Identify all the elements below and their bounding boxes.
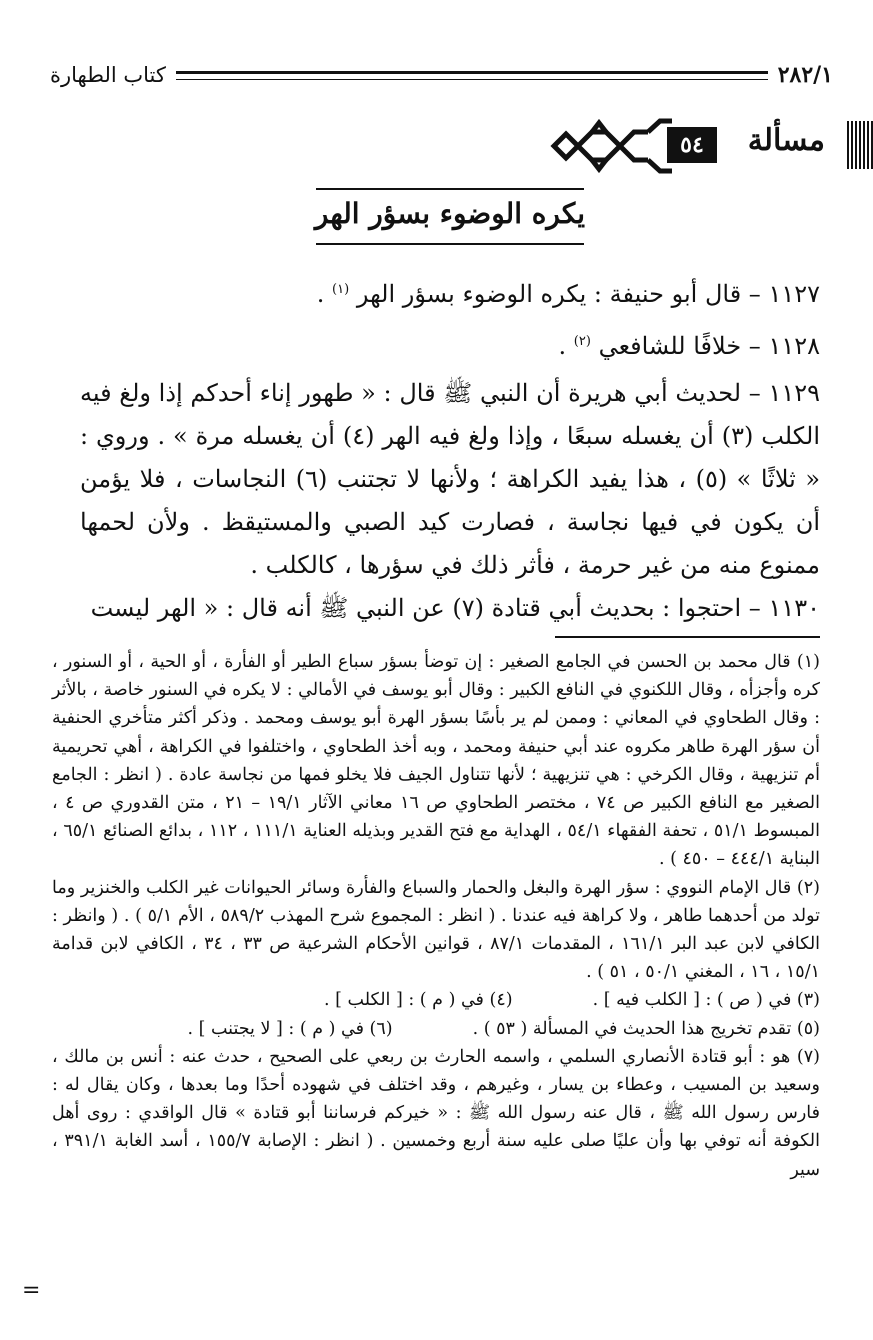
paragraph-text: قال أبو حنيفة : يكره الوضوء بسؤر الهر xyxy=(356,280,742,308)
continued-mark: = xyxy=(22,1278,41,1303)
paragraph-1128: ١١٢٨ – خلافًا للشافعي $^{(٢)}$ . xyxy=(558,332,820,360)
paragraph-1129: ١١٢٩ – لحديث أبي هريرة أن النبي ﷺ قال : « طهور إناء أحدكم إذا ولغ فيه الكلب (٣) أن يغسله سبعًا ، وإذا ولغ فيه الهر (٤) أن يغسله مرة » . وروي : « ثلاثًا » (٥) ، هذا يفيد الكراهة ؛ ولأنها لا تجتنب (٦) النجاسات ، فلا يؤمن أن يكون في فيها نجاسة ، فصارت كيد الصبي والمستيقظ . ولأن لحمها ممنوع منه من غير حرمة ، فأثر ذلك في سؤرها ، كالكلب . xyxy=(80,379,821,579)
footnote-5: (٥) تقدم تخريج هذا الحديث في المسألة ( ٥٣ ) . xyxy=(472,1018,820,1039)
paragraph-number: ١١٢٧ xyxy=(768,280,820,308)
paragraph-text: خلافًا للشافعي xyxy=(598,332,742,360)
section-banner xyxy=(552,115,873,177)
footnote-4: (٤) في ( م ) : [ الكلب ] . xyxy=(324,990,513,1011)
section-number: ٥٤ xyxy=(667,127,717,163)
page-number: ۲۸۲/۱ xyxy=(777,62,833,88)
footnote-ref: (٢) xyxy=(573,334,591,349)
footnote-pair-3-4 xyxy=(52,986,820,1014)
paragraph-number: ١١٢٨ xyxy=(768,332,820,360)
footnote-1: (١) قال محمد بن الحسن في الجامع الصغير : إن توضأ بسؤر سباع الطير أو الفأرة ، أو الحية ، أو السنور ، كره وأجزأه ، وقال اللكنوي في النافع الكبير : وقال أبو يوسف في الأمالي : لا يكره في السنور خاصة ، بالأثر : وقال الطحاوي في المعاني : وممن لم ير بأسًا بسؤر الهرة أبو يوسف ومحمد . وذكر أكثر متأخري الحنفية أن سؤر الهرة طاهر مكروه عند أبي حنيفة ومحمد ، وبه أخذ الطحاوي ، واختلفوا في الكراهة ، أهي تحريمية أم تنزيهية ، وقال الكرخي : هي تنزيهية ؛ لأنها تتناول الجيف فلا يخلو فمها من نجاسة عادة . ( انظر : الجامع الصغير مع النافع الكبير ص ٧٤ ، مختصر الطحاوي ص ١٦ معاني الآثار ١٩/١ – ٢١ ، متن القدوري ص ٤ ، المبسوط ٥١/١ ، تحفة الفقهاء ٥٤/١ ، الهداية مع فتح القدير وبذيله العناية ١١١/١ ، ١١٢ ، بدائع الصنائع ٦٥/١ ، البناية ٤٤٤/١ – ٤٥٠ ) . xyxy=(52,652,821,870)
geometric-ornament-icon xyxy=(548,115,678,177)
footnote-6: (٦) في ( م ) : [ لا يجتنب ] . xyxy=(187,1018,393,1039)
paragraph-text: لحديث أبي هريرة أن النبي ﷺ قال : « طهور إناء أحدكم إذا ولغ فيه الكلب (٣) أن يغسله سبعًا ، وإذا ولغ فيه الهر (٤) أن يغسله مرة » . وروي : « ثلاثًا » (٥) ، هذا يفيد الكراهة ؛ ولأنها لا تجتنب (٦) النجاسات ، فلا يؤمن أن يكون في فيها نجاسة ، فصارت كيد الصبي والمستيقظ . ولأن لحمها ممنوع منه من غير حرمة ، فأثر ذلك في سؤرها ، كالكلب . xyxy=(80,379,821,579)
paragraph-number: ١١٣٠ xyxy=(768,594,820,622)
footnote-7: (٧) هو : أبو قتادة الأنصاري السلمي ، واسمه الحارث بن ربعي على الصحيح ، حدث عنه : أنس بن مالك ، وسعيد بن المسيب ، وعطاء بن يسار ، وغيرهم ، وقد اختلف في شهوده أحدًا وما بعدها ، وكان يقال له : فارس رسول الله ﷺ ، قال عنه رسول الله ﷺ : « خيركم فرساننا أبو قتادة » قال الواقدي : روى أهل الكوفة أنه توفي بها وأن عليًا صلى عليه سنة أربع وخمسين . ( انظر : الإصابة ١٥٥/٧ ، أسد الغابة ٣٩١/١ ، سير xyxy=(52,1046,820,1180)
main-text xyxy=(80,268,820,630)
footnote-2: (٢) قال الإمام النووي : سؤر الهرة والبغل والحمار والسباع والفأرة وسائر الحيوانات غير الكلب والخنزير وما تولد من أحدهما طاهر ، ولا كراهة فيه عندنا . ( انظر : المجموع شرح المهذب ٥٨٩/٢ ، الأم ٥/١ ) . ( وانظر : الكافي لابن عبد البر ١٦١/١ ، المقدمات ٨٧/١ ، قوانين الأحكام الشرعية ص ٣٣ ، ٣٤ ، الكافي لابن قدامة ١٥/١ ، ١٦ ، المغني ٥٠/١ ، ٥١ ) . xyxy=(52,877,821,983)
paragraph-number: ١١٢٩ xyxy=(768,379,820,407)
paragraph-1127: ١١٢٧ – قال أبو حنيفة : يكره الوضوء بسؤر الهر $^{(١)}$ . xyxy=(316,280,820,308)
section-label: مسألة xyxy=(747,123,825,158)
paragraph-text: احتجوا : بحديث أبي قتادة (٧) عن النبي ﷺ أنه قال : « الهر ليست xyxy=(90,594,742,622)
footnote-ref: (١) xyxy=(332,282,350,297)
footnotes xyxy=(52,648,820,1184)
running-header xyxy=(50,60,833,90)
footnote-3: (٣) في ( ص ) : [ الكلب فيه ] . xyxy=(592,990,820,1011)
header-rule xyxy=(176,71,768,80)
title-rule-bottom xyxy=(316,243,584,245)
title-rule-top xyxy=(316,188,584,190)
issue-title: يكره الوضوء بسؤر الهر xyxy=(314,197,586,230)
book-title: كتاب الطهارة xyxy=(50,63,166,87)
footnote-rule xyxy=(555,636,820,638)
footnote-pair-5-6 xyxy=(52,1015,820,1043)
banner-bars xyxy=(847,121,873,169)
paragraph-1130: ١١٣٠ – احتجوا : بحديث أبي قتادة (٧) عن النبي ﷺ أنه قال : « الهر ليست xyxy=(90,594,820,622)
